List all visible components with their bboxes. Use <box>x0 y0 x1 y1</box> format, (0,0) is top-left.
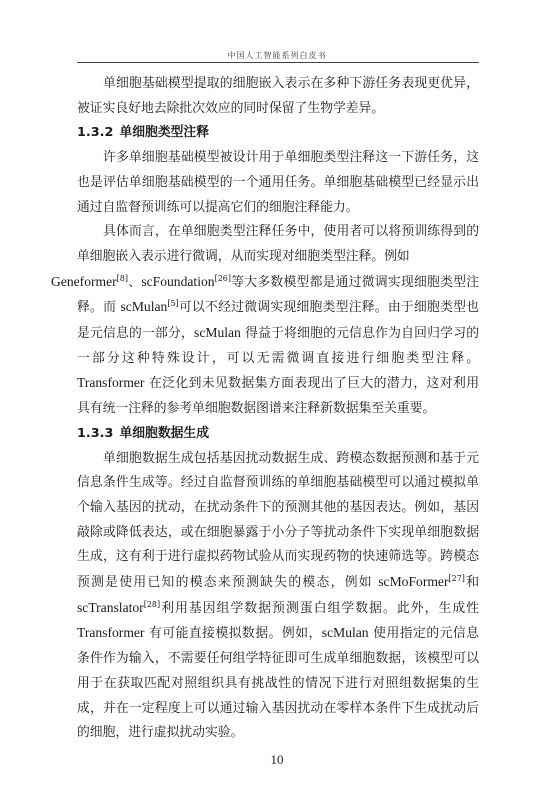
text-run: 利用基因组学数据预测蛋白组学数据。此外，生成性 <box>160 600 479 616</box>
model-name-sctranslator: scTranslator <box>77 599 144 615</box>
intro-paragraph: 单细胞基础模型提取的细胞嵌入表示在多种下游任务表现更优异，被证实良好地去除批次效应的同时保留了生物学差异。 <box>77 76 479 116</box>
running-header: 中国人工智能系列白皮书 <box>227 51 327 60</box>
text-run: 具体而言，在单细胞类型注释任务中，使用者可以将预训练得到的单细胞嵌入表示进行微调，从而实现对细胞类型注释。例如 <box>77 224 479 264</box>
section-title: 单细胞类型注释 <box>119 125 210 141</box>
citation: [27] <box>448 574 465 584</box>
section-number: 1.3.3 <box>77 425 114 441</box>
paragraph-1-3-2-b <box>51 220 480 422</box>
model-name-scmulan: scMulan <box>120 299 168 315</box>
model-name-transformer: Transformer <box>77 375 145 391</box>
header-rule <box>77 62 479 63</box>
page-number: 10 <box>270 752 284 767</box>
page-body <box>51 72 480 746</box>
model-name-scmulan: scMulan <box>321 625 369 641</box>
section-heading-1-3-3 <box>77 422 479 447</box>
text-run: 、 <box>128 274 142 290</box>
text-run: 等大多数模型都是通过微调实现细胞类型注释。而 <box>77 274 480 316</box>
paragraph-1-3-3-a <box>77 447 479 746</box>
citation: [28] <box>143 599 161 609</box>
section-number: 1.3.2 <box>77 125 114 141</box>
model-name-scfoundation: scFoundation <box>141 273 215 289</box>
citation: [26] <box>214 273 232 283</box>
section-heading-1-3-2 <box>77 121 479 146</box>
text-run: 使用指定的元信息条件作为输入，不需要任何组学特征即可生成单细胞数据，该模型可以用于在获取匹配对照组织具有挑战性的情况下进行对照组数据集的生成，并在一定程度上可以通过输入基因扰动在零样本条件下生成扰动后的细胞，进行虚拟扰动实验。 <box>77 626 479 741</box>
section-title: 单细胞数据生成 <box>119 425 210 441</box>
text-run: 得益于将细胞的元信息作为自回归学习的一部分这种特殊设计，可以无需微调直接进行细胞类型注释。 <box>77 326 479 366</box>
text-run: 和 <box>464 575 479 591</box>
citation: [8] <box>116 273 129 283</box>
model-name-transformer: Transformer <box>77 625 145 641</box>
model-name-scmoformer: scMoFormer <box>378 574 449 590</box>
model-name-scmulan: scMulan <box>194 325 241 341</box>
text-run: 在泛化到未见数据集方面表现出了巨大的潜力，这对利用具有统一注释的参考单细胞数据图谱来注释新数据集至关重要。 <box>77 376 479 417</box>
paragraph-1-3-2-a: 许多单细胞基础模型被设计用于单细胞类型注释这一下游任务，这也是评估单细胞基础模型的一个通用任务。单细胞基础模型已经显示出通过自监督预训练可以提高它们的细胞注释能力。 <box>77 150 479 215</box>
text-run: 可以不经过微调实现细胞类型注释。由于细胞类型也是元信息的一部分， <box>77 300 480 342</box>
text-run: 有可能直接模拟数据。例如， <box>144 626 322 642</box>
citation: [5] <box>167 299 179 309</box>
model-name-geneformer: Geneformer <box>51 273 117 289</box>
text-run: 单细胞数据生成包括基因扰动数据生成、跨模态数据预测和基于元信息条件生成等。经过自监督预训练的单细胞基础模型可以通过模拟单个输入基因的扰动，在扰动条件下的预测其他的基因表达。例如，基因敲除或降低表达，或在细胞暴露于小分子等扰动条件下实现单细胞数据生成，这有利于进行虚拟药物试验从而实现药物的快速筛选等。跨模态预测是使用已知的模态来预测缺失的模态，例如 <box>77 450 479 591</box>
